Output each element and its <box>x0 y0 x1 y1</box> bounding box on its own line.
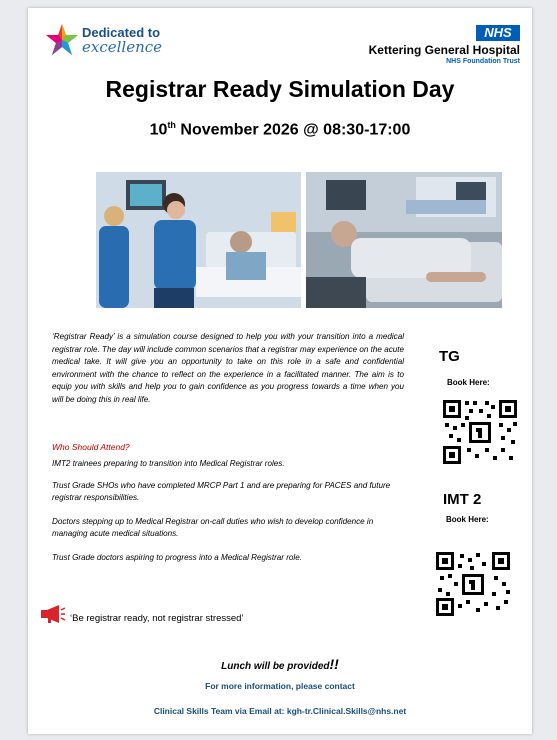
logo-line-2: excellence <box>82 38 163 56</box>
lunch-exclamation: !! <box>329 656 339 672</box>
qr-code-icon <box>441 398 519 466</box>
dedicated-to-excellence-logo <box>44 22 174 62</box>
intro-paragraph: ‘Registrar Ready’ is a simulation course designed to help you with your transition into a medical registrar role. The day will include common scenarios that a registrar may experience on the acute medical take. It will give you an opportunity to take on this role in a safe and confidential environment with the chance to reflect on the experience in a facilitated manner. The aim is to equip you with skills and help you to gain confidence as you progress towards a time when you will be doing this in real life. <box>52 332 404 404</box>
qr-code-icon <box>434 550 512 618</box>
attendee-item-3: Doctors stepping up to Medical Registrar on-call duties who wish to develop confidence in managing acute medical situations. <box>52 517 374 539</box>
imt2-label: IMT 2 <box>443 491 482 508</box>
nhs-badge: NHS <box>476 25 520 41</box>
attendee-item-2: Trust Grade SHOs who have completed MRCP Part 1 and are preparing for PACES and future registrar responsibilities. <box>52 481 391 503</box>
hospital-name: Kettering General Hospital <box>368 43 520 57</box>
date-rest: November 2026 @ 08:30-17:00 <box>175 121 411 139</box>
tg-book-here: Book Here: <box>447 378 490 387</box>
hospital-subtitle: NHS Foundation Trust <box>446 58 520 65</box>
attendee-item-1: IMT2 trainees preparing to transition into Medical Registrar roles. <box>52 459 285 468</box>
who-should-attend-heading: Who Should Attend? <box>52 442 130 452</box>
poster-page <box>28 8 532 734</box>
page-title: Registrar Ready Simulation Day <box>105 76 455 102</box>
tg-label: TG <box>439 348 460 365</box>
simulation-photo-left <box>96 172 301 308</box>
megaphone-icon <box>40 604 66 624</box>
more-info-text: For more information, please contact <box>205 681 355 691</box>
imt2-book-here: Book Here: <box>446 515 489 524</box>
event-date <box>28 120 532 139</box>
date-day: 10 <box>149 121 168 139</box>
tagline-quote: ‘Be registrar ready, not registrar stressed’ <box>70 613 244 624</box>
lunch-note <box>28 656 532 672</box>
logo-line-1: Dedicated to <box>82 25 161 40</box>
attendee-item-4: Trust Grade doctors aspiring to progress into a Medical Registrar role. <box>52 553 302 562</box>
star-logo-icon <box>44 22 80 58</box>
simulation-photo-right <box>306 172 502 308</box>
lunch-text: Lunch will be provided <box>221 661 330 672</box>
tg-qr-code[interactable] <box>441 398 519 466</box>
contact-email[interactable]: Clinical Skills Team via Email at: kgh-tr.Clinical.Skills@nhs.net <box>153 706 407 716</box>
date-suffix: th <box>167 120 176 130</box>
imt2-qr-code[interactable] <box>434 550 512 618</box>
